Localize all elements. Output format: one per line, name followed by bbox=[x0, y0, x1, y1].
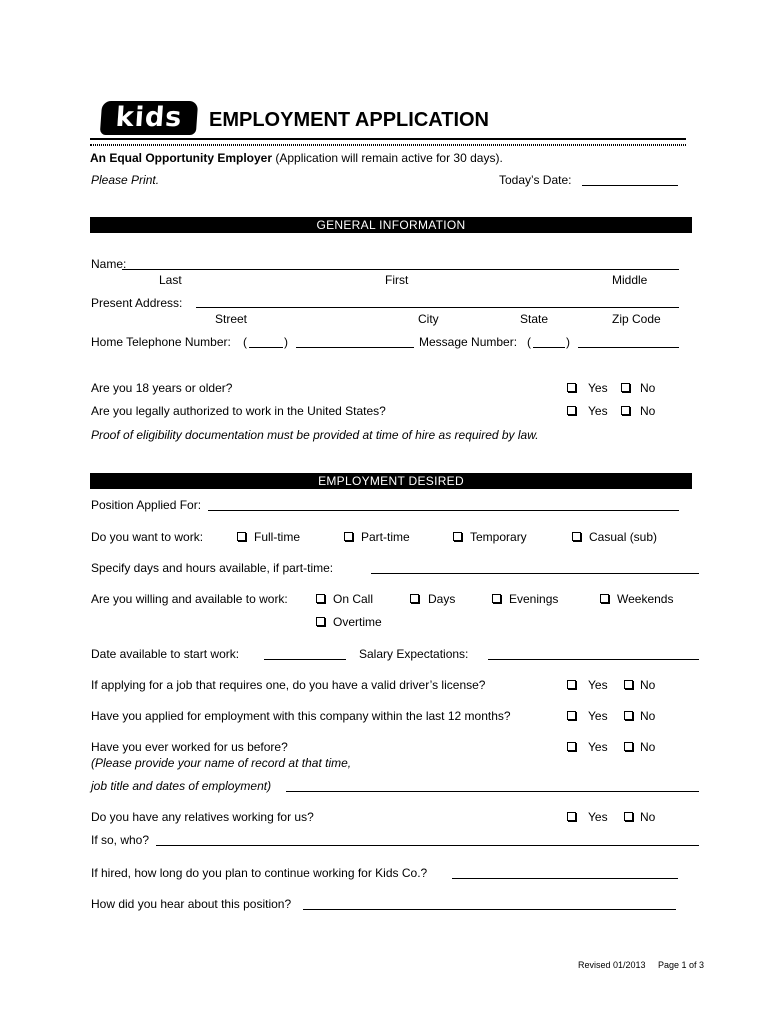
worked-note-line2: job title and dates of employment) bbox=[91, 779, 272, 793]
fulltime-label: Full-time bbox=[254, 530, 301, 544]
home-area-code-close: ) bbox=[284, 335, 288, 349]
relatives-yes-label: Yes bbox=[588, 810, 608, 824]
applied-no-checkbox[interactable] bbox=[624, 711, 633, 720]
authorized-no-checkbox[interactable] bbox=[621, 406, 630, 415]
question-18-or-older: Are you 18 years or older? bbox=[91, 381, 233, 395]
start-date-field[interactable] bbox=[264, 659, 346, 660]
message-number-field[interactable] bbox=[578, 347, 679, 348]
casual-checkbox[interactable] bbox=[572, 532, 581, 541]
message-area-code-field[interactable] bbox=[533, 347, 565, 348]
willing-label: Are you willing and available to work: bbox=[91, 592, 288, 606]
page-number: Page 1 of 3 bbox=[658, 960, 705, 970]
please-print: Please Print. bbox=[91, 173, 160, 187]
temporary-label: Temporary bbox=[470, 530, 527, 544]
license-yes-label: Yes bbox=[588, 678, 608, 692]
temporary-checkbox[interactable] bbox=[453, 532, 462, 541]
days-checkbox[interactable] bbox=[410, 594, 419, 603]
relatives-no-label: No bbox=[640, 810, 656, 824]
overtime-checkbox[interactable] bbox=[316, 617, 325, 626]
name-field[interactable] bbox=[122, 269, 679, 270]
age-no-checkbox[interactable] bbox=[621, 383, 630, 392]
specify-hours-label: Specify days and hours available, if part-time: bbox=[91, 561, 334, 575]
home-area-code-field[interactable] bbox=[249, 347, 283, 348]
worked-no-label: No bbox=[640, 740, 656, 754]
parttime-label: Part-time bbox=[361, 530, 410, 544]
proof-of-eligibility-note: Proof of eligibility documentation must be provided at time of hire as required by law. bbox=[91, 428, 539, 442]
question-how-heard: How did you hear about this position? bbox=[91, 897, 292, 911]
eoe-bold: An Equal Opportunity Employer bbox=[90, 151, 273, 165]
worked-yes-checkbox[interactable] bbox=[567, 742, 576, 751]
how-heard-field[interactable] bbox=[303, 909, 676, 910]
fulltime-checkbox[interactable] bbox=[237, 532, 246, 541]
name-middle-caption: Middle bbox=[612, 273, 648, 287]
age-yes-checkbox[interactable] bbox=[567, 383, 576, 392]
addr-zip-caption: Zip Code bbox=[612, 312, 661, 326]
work-type-label: Do you want to work: bbox=[91, 530, 204, 544]
age-yes-label: Yes bbox=[588, 381, 608, 395]
question-how-long: If hired, how long do you plan to continue working for Kids Co.? bbox=[91, 866, 428, 880]
license-yes-checkbox[interactable] bbox=[567, 680, 576, 689]
salary-label: Salary Expectations: bbox=[359, 647, 469, 661]
addr-state-caption: State bbox=[520, 312, 549, 326]
home-phone-label: Home Telephone Number: bbox=[91, 335, 231, 349]
applied-yes-label: Yes bbox=[588, 709, 608, 723]
applied-no-label: No bbox=[640, 709, 656, 723]
evenings-checkbox[interactable] bbox=[492, 594, 501, 603]
message-number-label: Message Number: bbox=[419, 335, 518, 349]
question-applied-before: Have you applied for employment with this company within the last 12 months? bbox=[91, 709, 511, 723]
addr-street-caption: Street bbox=[215, 312, 248, 326]
oncall-checkbox[interactable] bbox=[316, 594, 325, 603]
address-field[interactable] bbox=[196, 307, 679, 308]
worked-details-field[interactable] bbox=[286, 791, 699, 792]
name-label: Name: bbox=[91, 257, 127, 271]
page-title: EMPLOYMENT APPLICATION bbox=[209, 109, 489, 131]
age-no-label: No bbox=[640, 381, 656, 395]
if-so-who-label: If so, who? bbox=[91, 833, 150, 847]
eoe-line bbox=[90, 151, 503, 165]
name-first-caption: First bbox=[385, 273, 409, 287]
question-authorized: Are you legally authorized to work in the United States? bbox=[91, 404, 386, 418]
address-label: Present Address: bbox=[91, 296, 183, 310]
todays-date-field[interactable] bbox=[582, 185, 678, 186]
todays-date-label: Today’s Date: bbox=[499, 173, 572, 187]
kids-logo: kids bbox=[100, 101, 198, 135]
title-rule-thin bbox=[90, 145, 686, 146]
casual-label: Casual (sub) bbox=[589, 530, 658, 544]
title-rule bbox=[90, 138, 686, 145]
message-area-code-close: ) bbox=[566, 335, 570, 349]
weekends-checkbox[interactable] bbox=[600, 594, 609, 603]
start-date-label: Date available to start work: bbox=[91, 647, 240, 661]
relatives-no-checkbox[interactable] bbox=[624, 812, 633, 821]
license-no-checkbox[interactable] bbox=[624, 680, 633, 689]
evenings-label: Evenings bbox=[509, 592, 559, 606]
question-drivers-license: If applying for a job that requires one, do you have a valid driver’s license? bbox=[91, 678, 486, 692]
position-field[interactable] bbox=[208, 510, 679, 511]
position-label: Position Applied For: bbox=[91, 498, 202, 512]
general-information-heading: GENERAL INFORMATION bbox=[90, 217, 692, 233]
relatives-yes-checkbox[interactable] bbox=[567, 812, 576, 821]
if-so-who-field[interactable] bbox=[156, 845, 699, 846]
license-no-label: No bbox=[640, 678, 656, 692]
authorized-yes-checkbox[interactable] bbox=[567, 406, 576, 415]
worked-note-line1: (Please provide your name of record at that time, bbox=[91, 756, 352, 770]
days-label: Days bbox=[428, 592, 456, 606]
question-relatives: Do you have any relatives working for us? bbox=[91, 810, 314, 824]
how-long-field[interactable] bbox=[452, 878, 678, 879]
applied-yes-checkbox[interactable] bbox=[567, 711, 576, 720]
weekends-label: Weekends bbox=[617, 592, 674, 606]
eoe-note: (Application will remain active for 30 days). bbox=[275, 151, 503, 165]
addr-city-caption: City bbox=[418, 312, 439, 326]
specify-hours-field[interactable] bbox=[371, 573, 699, 574]
parttime-checkbox[interactable] bbox=[344, 532, 353, 541]
worked-yes-label: Yes bbox=[588, 740, 608, 754]
worked-no-checkbox[interactable] bbox=[624, 742, 633, 751]
message-area-code-open: ( bbox=[527, 335, 531, 349]
authorized-no-label: No bbox=[640, 404, 656, 418]
name-last-caption: Last bbox=[159, 273, 182, 287]
authorized-yes-label: Yes bbox=[588, 404, 608, 418]
home-area-code-open: ( bbox=[243, 335, 247, 349]
home-phone-field[interactable] bbox=[296, 347, 414, 348]
revised-date: Revised 01/2013 bbox=[578, 960, 646, 970]
employment-desired-heading: EMPLOYMENT DESIRED bbox=[90, 473, 692, 489]
overtime-label: Overtime bbox=[333, 615, 382, 629]
question-worked-before: Have you ever worked for us before? bbox=[91, 740, 288, 754]
salary-field[interactable] bbox=[488, 659, 699, 660]
oncall-label: On Call bbox=[333, 592, 374, 606]
